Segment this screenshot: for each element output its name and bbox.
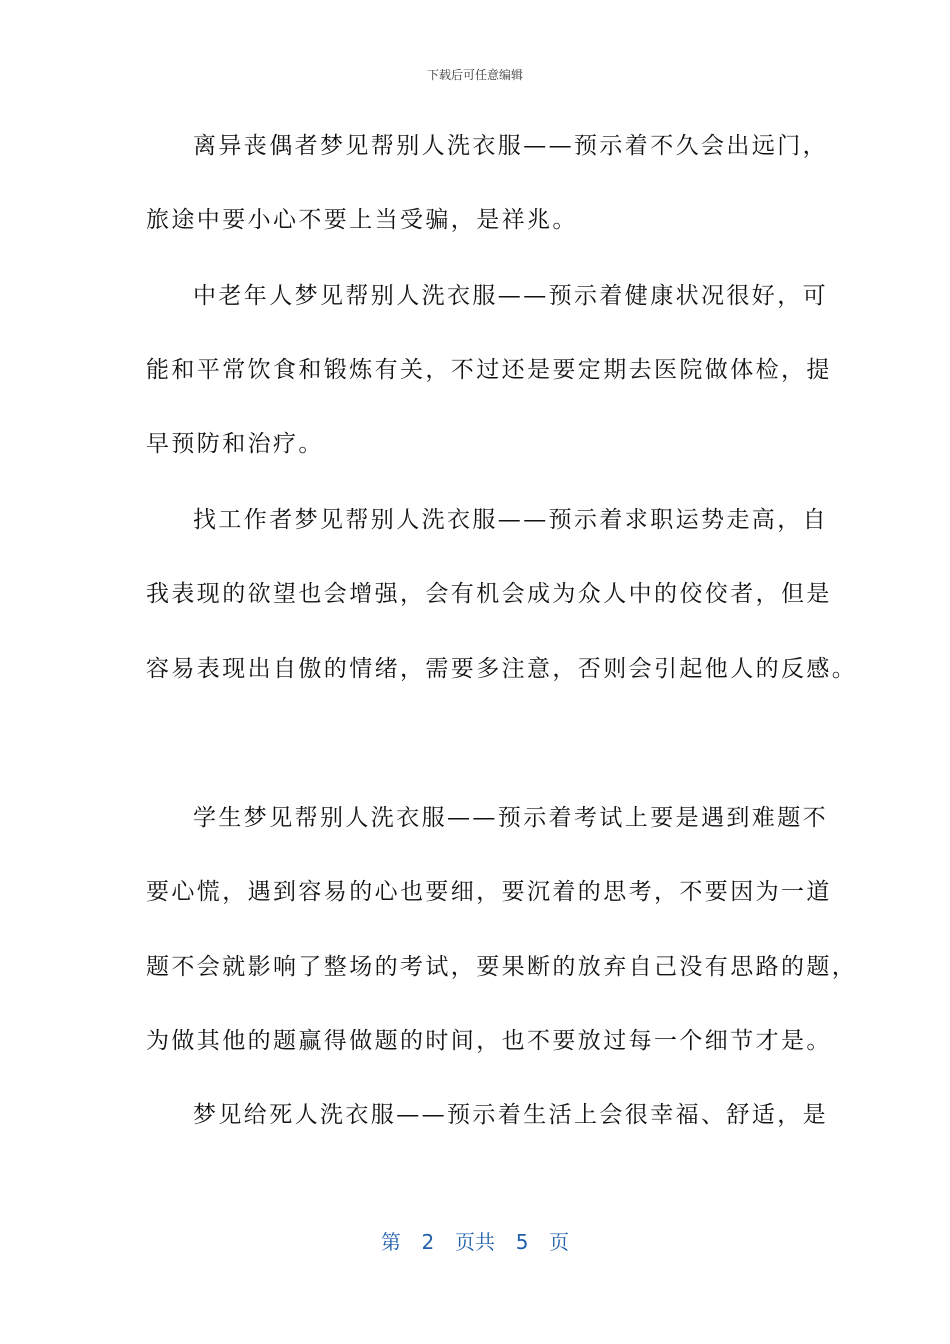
paragraph-divorced-line-2: 旅途中要小心不要上当受骗，是祥兆。 (146, 207, 578, 233)
paragraph-dead-person-line-1: 梦见给死人洗衣服——预示着生活上会很幸福、舒适，是 (193, 1102, 828, 1128)
paragraph-elderly-line-2: 能和平常饮食和锻炼有关，不过还是要定期去医院做体检，提 (146, 357, 832, 383)
paragraph-jobseeker-line-3: 容易表现出自傲的情绪，需要多注意，否则会引起他人的反感。 (146, 656, 858, 682)
page-header-note: 下载后可任意编辑 (426, 68, 523, 82)
paragraph-student-line-2: 要心慌，遇到容易的心也要细，要沉着的思考，不要因为一道 (146, 879, 832, 905)
paragraph-student-line-3: 题不会就影响了整场的考试，要果断的放弃自己没有思路的题， (146, 954, 858, 980)
paragraph-student-line-1: 学生梦见帮别人洗衣服——预示着考试上要是遇到难题不 (193, 805, 828, 831)
paragraph-jobseeker-line-2: 我表现的欲望也会增强，会有机会成为众人中的佼佼者，但是 (146, 581, 832, 607)
paragraph-elderly-line-3: 早预防和治疗。 (146, 431, 324, 457)
paragraph-jobseeker-line-1: 找工作者梦见帮别人洗衣服——预示着求职运势走高，自 (193, 507, 828, 533)
paragraph-divorced-line-1: 离异丧偶者梦见帮别人洗衣服——预示着不久会出远门， (193, 133, 828, 159)
page-number-label: 第 2 页共 5 页 (380, 1230, 570, 1254)
paragraph-student-line-4: 为做其他的题赢得做题的时间，也不要放过每一个细节才是。 (146, 1028, 832, 1054)
paragraph-elderly-line-1: 中老年人梦见帮别人洗衣服——预示着健康状况很好，可 (193, 283, 828, 309)
page-number-footer (0, 1226, 950, 1255)
